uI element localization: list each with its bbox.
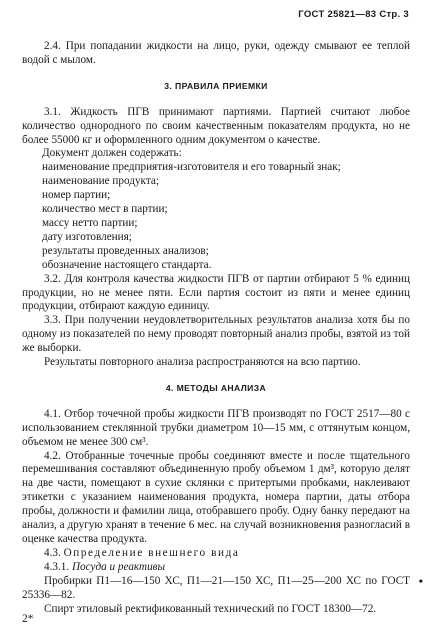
doc-item: наименование предприятия-изготовителя и его товарный знак; bbox=[42, 161, 341, 174]
page-footer-mark: 2* bbox=[22, 613, 34, 625]
paragraph-4-3-1 bbox=[22, 561, 410, 575]
margin-mark: • bbox=[418, 573, 423, 588]
doc-item: номер партии; bbox=[42, 189, 111, 202]
paragraph-4-2: 4.2. Отобранные точечные пробы соединяют вместе и после тщательного перемешивания составляют объединенную пробу объемом 1 дм³, которую делят на две части, помещают в сухие склянки с притертыми пробками, наклеивают этикетки с указанием наименования продукта, номера партии, даты отбора пробы, должности и фамилии лица, отобравшего пробу. Одну банку передают на анализ, а другую хранят в течение 6 мес. на случай возникновения разногласий в оценке качества продукта. bbox=[22, 449, 410, 545]
section-4-title: 4. МЕТОДЫ АНАЛИЗА bbox=[165, 382, 267, 393]
section-3-title: 3. ПРАВИЛА ПРИЕМКИ bbox=[164, 80, 268, 91]
paragraph-2-4: 2.4. При попадании жидкости на лицо, руки, одежду смывают ее теплой водой с мылом. bbox=[22, 40, 410, 66]
paragraph-3-3: 3.3. При получении неудовлетворительных результатов анализа хотя бы по одному из показателей по нему проводят повторный анализ пробы, взятой из той же выборки. bbox=[22, 314, 410, 355]
doc-item: количество мест в партии; bbox=[42, 203, 168, 216]
paragraph-3-1: 3.1. Жидкость ПГВ принимают партиями. Партией считают любое количество однородного по своим качественным показателям продукта, но не более 55000 кг и оформленного одним документом о качестве. bbox=[22, 105, 410, 146]
page-content bbox=[22, 40, 423, 616]
doc-item: массу нетто партии; bbox=[42, 216, 138, 229]
paragraph-4-1: 4.1. Отбор точечной пробы жидкости ПГВ производят по ГОСТ 2517—80 с использованием стеклянной трубки диаметром 10—15 мм, с оттянутым концом, объемом не менее 300 см³. bbox=[22, 407, 410, 448]
doc-item: дату изготовления; bbox=[42, 230, 132, 243]
paragraph-4-3-1-title: Посуда и реактивы bbox=[71, 560, 166, 573]
paragraph-4-3-number: 4.3. bbox=[44, 546, 61, 559]
paragraph-3-3-results: Результаты повторного анализа распространяются на всю партию. bbox=[44, 356, 361, 369]
doc-item: обозначение настоящего стандарта. bbox=[42, 258, 212, 271]
page-header: ГОСТ 25821—83 Стр. 3 bbox=[298, 9, 409, 20]
paragraph-4-3 bbox=[22, 547, 410, 561]
paragraph-3-2: 3.2. Для контроля качества жидкости ПГВ от партии отбирают 5 % единиц продукции, но не менее пяти. Если партия состоит из пяти и менее единиц продукции, отбирают каждую единицу. bbox=[22, 272, 410, 313]
paragraph-4-3-title: Определение внешнего вида bbox=[63, 546, 240, 559]
paragraph-tubes-text: Пробирки П1—16—150 ХС, П1—21—150 ХС, П1—25—200 ХС по ГОСТ 25336—82. bbox=[22, 574, 410, 601]
paragraph-4-3-1-number: 4.3.1. bbox=[44, 560, 70, 573]
paragraph-tubes bbox=[22, 573, 423, 603]
doc-item: наименование продукта; bbox=[42, 175, 159, 188]
doc-intro: Документ должен содержать: bbox=[42, 147, 182, 160]
paragraph-spirit: Спирт этиловый ректификованный технический по ГОСТ 18300—72. bbox=[44, 602, 377, 615]
doc-item: результаты проведенных анализов; bbox=[42, 244, 209, 257]
